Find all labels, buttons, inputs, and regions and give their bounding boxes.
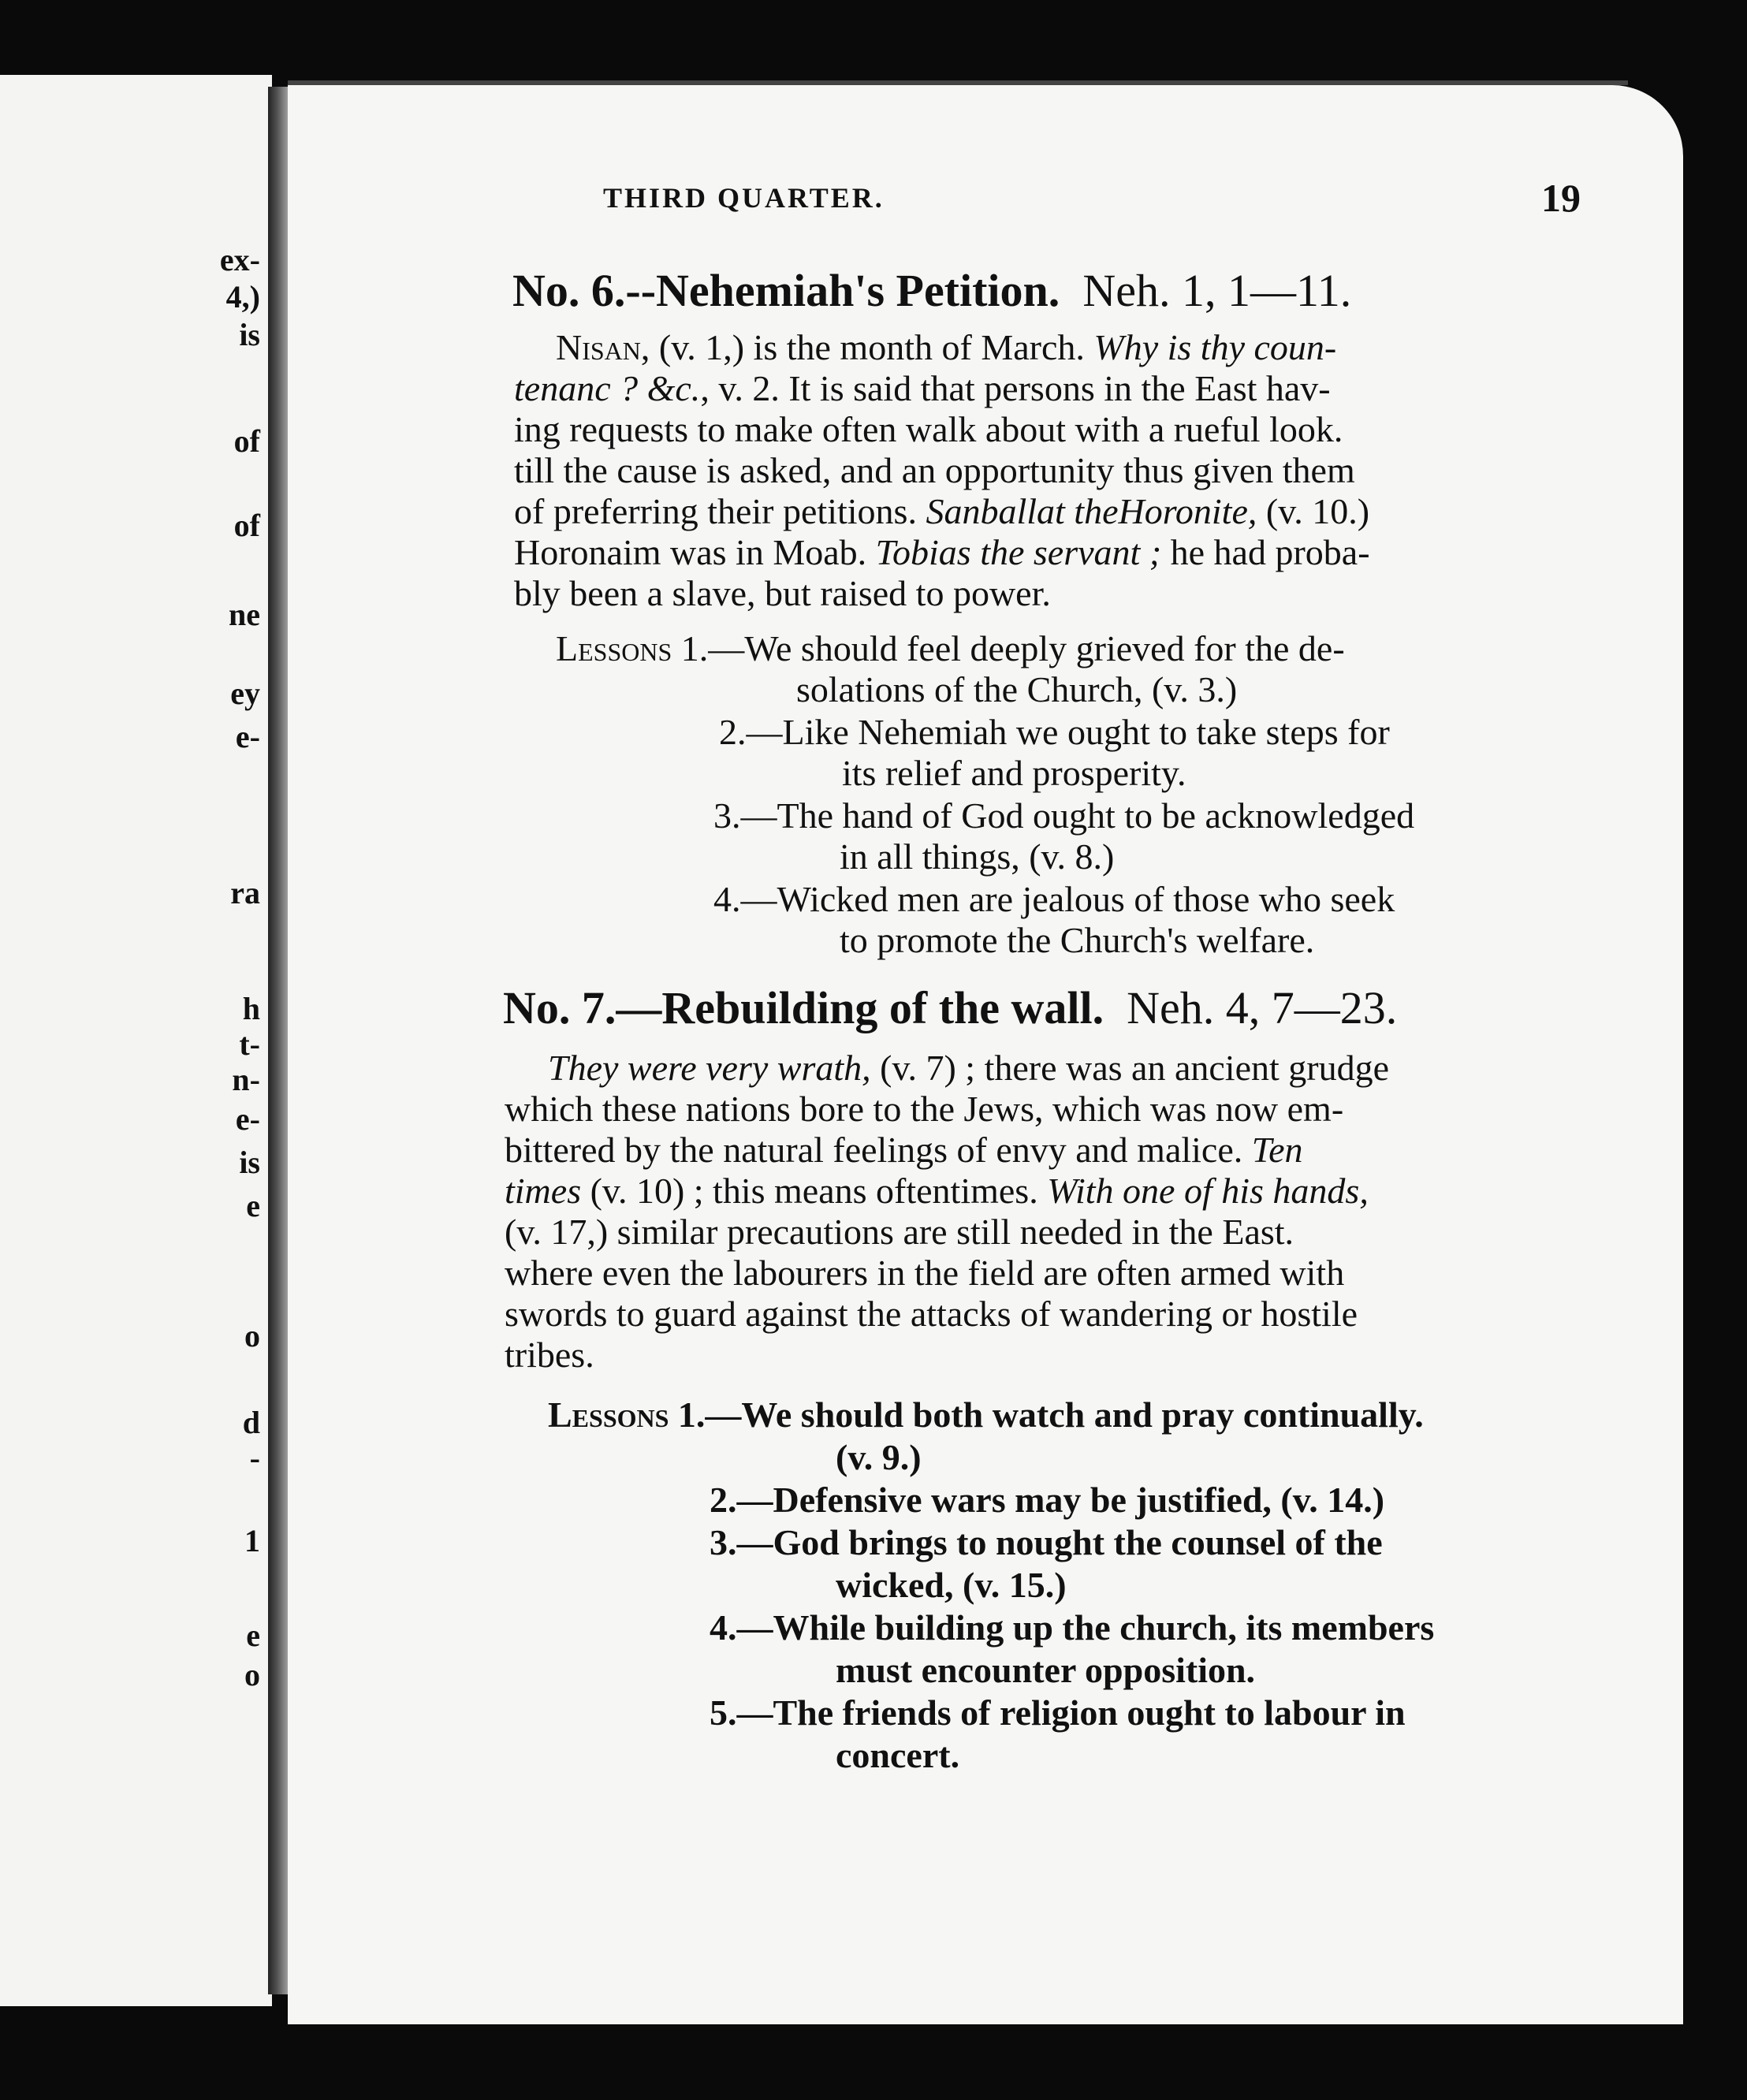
left-fragment: e [246, 1188, 260, 1223]
left-fragment: h [242, 991, 260, 1026]
section-7-title: No. 7.—Rebuilding of the wall. [503, 982, 1104, 1033]
lesson-item: 4.—While building up the church, its members [710, 1607, 1435, 1648]
section-7-heading [503, 982, 1398, 1033]
paragraph-line: ing requests to make often walk about with a rueful look. [514, 409, 1343, 449]
lesson-continuation: to promote the Church's welfare. [840, 920, 1315, 960]
paragraph-line: till the cause is asked, and an opportunity thus given them [514, 450, 1355, 490]
lesson-item: 3.—God brings to nought the counsel of the [710, 1522, 1383, 1562]
section-7-reference: Neh. 4, 7—23. [1127, 982, 1398, 1033]
left-fragment: o [244, 1657, 260, 1692]
paragraph-line: bittered by the natural feelings of envy and malice. Ten [505, 1130, 1303, 1170]
paragraph-line: bly been a slave, but raised to power. [514, 573, 1051, 613]
lesson-continuation: its relief and prosperity. [842, 753, 1186, 793]
lesson-continuation: concert. [836, 1735, 960, 1775]
lessons-label: Lessons [556, 628, 672, 668]
left-fragment: is [239, 1145, 260, 1180]
section-6-title: No. 6.--Nehemiah's Petition. [512, 265, 1060, 316]
left-fragment: n- [232, 1062, 260, 1097]
left-fragment: t- [239, 1026, 260, 1062]
lesson-item: Lessons 1.—We should both watch and pray continually. [548, 1394, 1424, 1435]
section-6-reference: Neh. 1, 1—11. [1082, 265, 1352, 316]
paragraph-line: (v. 17,) similar precautions are still needed in the East. [505, 1212, 1294, 1252]
lesson-continuation: solations of the Church, (v. 3.) [796, 669, 1238, 709]
paragraph-line: They were very wrath, (v. 7) ; there was an ancient grudge [548, 1048, 1390, 1088]
paragraph-line: times (v. 10) ; this means oftentimes. With one of his hands, [505, 1171, 1369, 1211]
lesson-item: Lessons 1.—We should feel deeply grieved for the de- [556, 628, 1345, 668]
left-fragment: of [233, 423, 260, 459]
left-fragment: is [239, 317, 260, 352]
paragraph-line: which these nations bore to the Jews, which was now em- [505, 1089, 1344, 1129]
left-fragment: e- [235, 1101, 260, 1137]
left-fragment: ra [230, 875, 260, 910]
paragraph-line: swords to guard against the attacks of wandering or hostile [505, 1294, 1358, 1334]
lesson-continuation: in all things, (v. 8.) [840, 836, 1115, 877]
left-fragment: e [246, 1618, 260, 1653]
paragraph-line: where even the labourers in the field are often armed with [505, 1253, 1345, 1293]
left-fragment: ex- [219, 242, 260, 277]
left-fragment: d [242, 1405, 260, 1440]
lesson-continuation: must encounter opposition. [836, 1650, 1256, 1690]
paragraph-line: Nisan, (v. 1,) is the month of March. Why is thy coun- [556, 327, 1337, 367]
lesson-item: 2.—Like Nehemiah we ought to take steps for [719, 712, 1390, 752]
section-6-heading [512, 265, 1352, 316]
left-fragment: of [233, 508, 260, 543]
lesson-item: 2.—Defensive wars may be justified, (v. 14.) [710, 1480, 1385, 1520]
left-fragment: ne [229, 597, 260, 632]
left-fragment: 1 [244, 1523, 260, 1558]
lesson-item: 5.—The friends of religion ought to labour in [710, 1692, 1406, 1733]
paragraph-line: of preferring their petitions. Sanballat theHoronite, (v. 10.) [514, 491, 1370, 531]
page-number: 19 [1541, 176, 1581, 220]
lesson-continuation: wicked, (v. 15.) [836, 1565, 1067, 1605]
lessons-label: Lessons [548, 1394, 669, 1435]
left-fragment: 4,) [225, 279, 260, 315]
left-fragment: ey [230, 676, 260, 711]
paragraph-line: tribes. [505, 1335, 594, 1375]
lesson-item: 3.—The hand of God ought to be acknowledged [713, 795, 1415, 836]
paragraph-line: tenanc ? &c., v. 2. It is said that persons in the East hav- [514, 368, 1331, 408]
left-fragment: e- [235, 719, 260, 754]
paragraph-line: Horonaim was in Moab. Tobias the servant ; he had proba- [514, 532, 1370, 572]
left-fragment: - [249, 1440, 260, 1476]
running-head: THIRD QUARTER. [603, 182, 885, 214]
lesson-item: 4.—Wicked men are jealous of those who seek [713, 879, 1395, 919]
left-facing-page [0, 75, 272, 2006]
left-fragment: o [244, 1318, 260, 1353]
lesson-continuation: (v. 9.) [836, 1437, 922, 1477]
page-top-edge [288, 80, 1628, 85]
